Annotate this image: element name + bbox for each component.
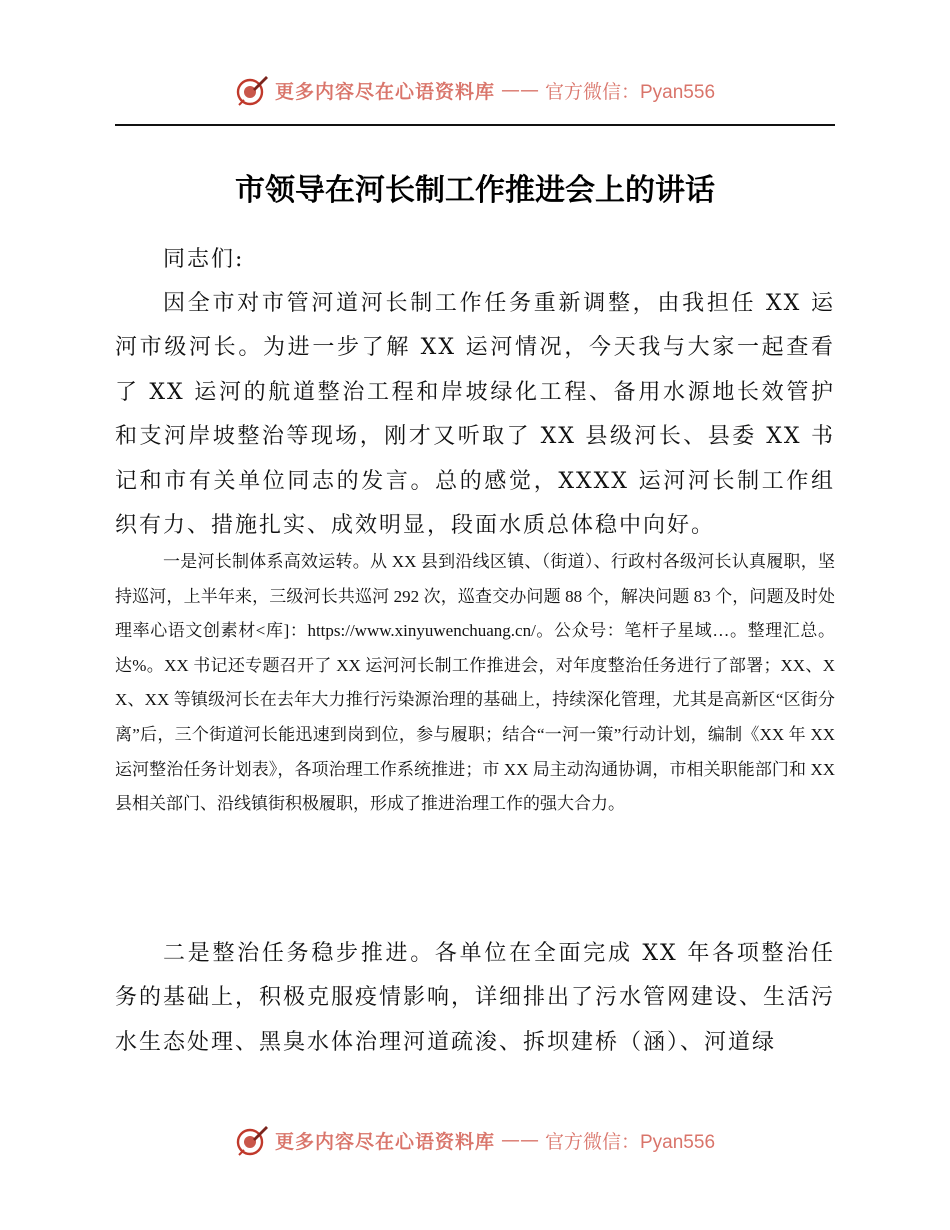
- footer-banner-text: 更多内容尽在心语资料库: [274, 1130, 495, 1153]
- paragraph-intro: 因全市对市管河道河长制工作任务重新调整，由我担任 XX 运河市级河长。为进一步了解 XX 运河情况，今天我与大家一起查看了 XX 运河的航道整治工程和岸坡绿化工程、备用水源地长效管护和支河岸坡整治等现场，刚才又听取了 XX 县级河长、县委 XX 书记和市有关单位同志的发言。总的感觉，XXXX 运河河长制工作组织有力、措施扎实、成效明显，段面水质总体稳中向好。: [115, 291, 835, 539]
- paragraph-point-one: 一是河长制体系高效运转。从 XX 县到沿线区镇、（街道）、行政村各级河长认真履职，坚持巡河，上半年来，三级河长共巡河 292 次，巡查交办问题 88 个，解决问题 83 个，问题及时处理率心语文创素材<库]：https://www.xinyuwenchuang.cn/。公众号：笔杆子星域…。整理汇总。达%。XX 书记还专题召开了 XX 运河河长制工作推进会，对年度整治任务进行了部署；XX、XX、XX 等镇级河长在去年大力推行污染源治理的基础上，持续深化管理，尤其是高新区“区街分离”后，三个街道河长能迅速到岗到位，参与履职；结合“一河一策”行动计划，编制《XX 年 XX 运河整治任务计划表》，各项治理工作系统推进；市 XX 局主动沟通协调，市相关职能部门和 XX 县相关部门、沿线镇街积极履职，形成了推进治理工作的强大合力。: [115, 552, 835, 814]
- paragraph-point-two: 二是整治任务稳步推进。各单位在全面完成 XX 年各项整治任务的基础上，积极克服疫情影响，详细排出了污水管网建设、生活污水生态处理、黑臭水体治理河道疏浚、拆坝建桥（涵）、河道绿: [115, 941, 836, 1055]
- header-divider: [115, 124, 835, 126]
- pen-seal-logo-icon: [235, 73, 269, 107]
- salutation: 同志们:: [163, 247, 245, 272]
- footer-banner-separator: ——: [501, 1129, 539, 1151]
- banner-contact: 官方微信：Pyan556: [545, 81, 716, 103]
- footer-banner: [0, 1120, 950, 1160]
- banner-separator: ——: [501, 79, 539, 101]
- header-banner: [0, 70, 950, 110]
- pen-seal-logo-icon: [235, 1123, 269, 1157]
- footer-banner-contact: 官方微信：Pyan556: [545, 1131, 716, 1153]
- banner-text: 更多内容尽在心语资料库: [274, 80, 495, 103]
- page-title: 市领导在河长制工作推进会上的讲话: [235, 173, 715, 208]
